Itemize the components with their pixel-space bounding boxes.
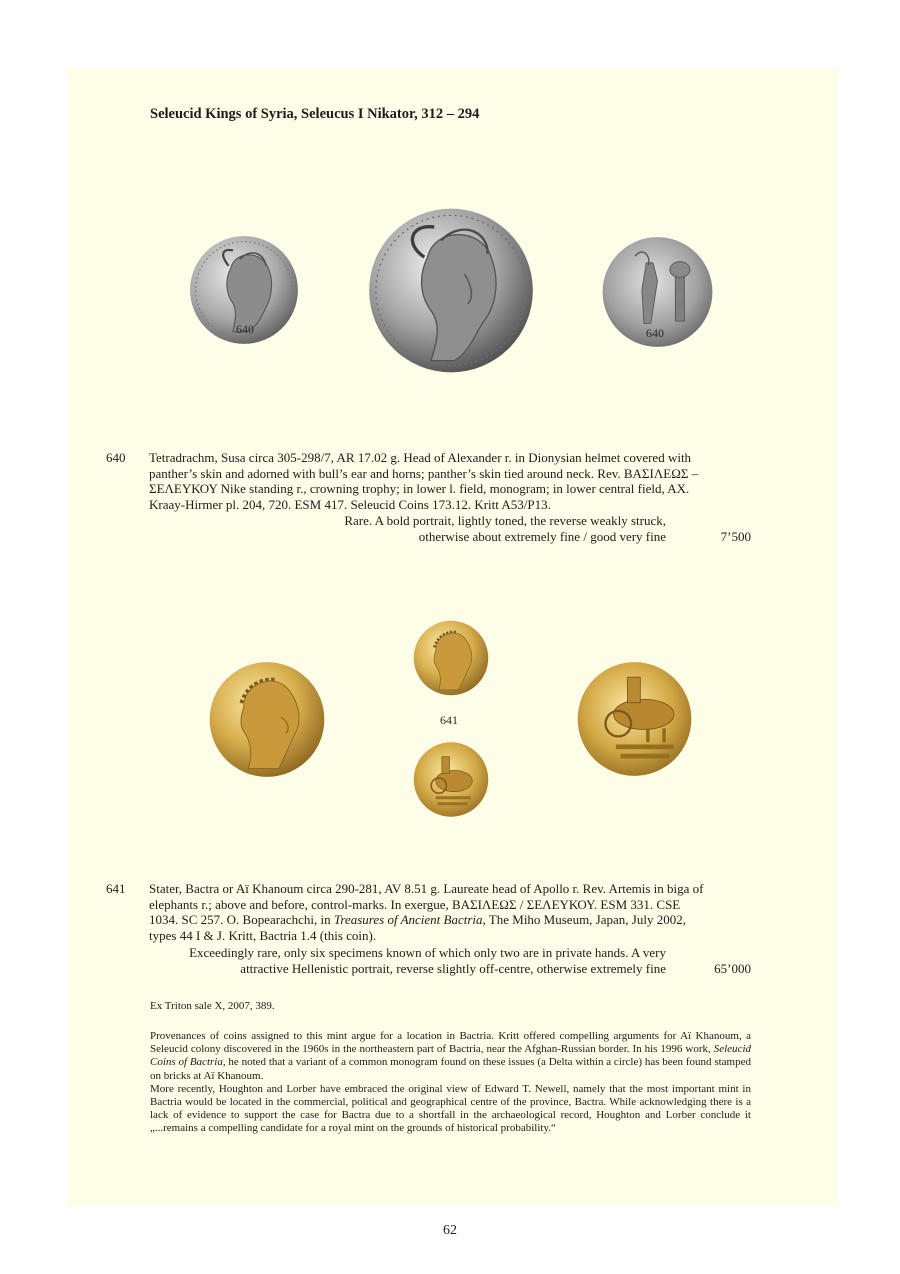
note-paragraph-2: More recently, Houghton and Lorber have embraced the original view of Edward T. Newell, namely that the most important mint in Bactria would be located in the commercial, political and geographical centre of the province, Bactra. While acknowledging there is a lack of evidence to support the case for Bactra due to a shortfall in the archaeological record, Houghton and Lorber conclude it „...remains a compelling candidate for a royal mint on the grounds of historical probability.“ [150, 1082, 751, 1135]
page-number: 62 [443, 1223, 457, 1238]
lot-640-line: Kraay-Hirmer pl. 204, 720. ESM 417. Seleucid Coins 173.12. Kritt A53/P13. [149, 496, 551, 512]
lot-641-line: elephants r.; above and before, control-marks. In exergue, ΒΑΣΙΛΕΩΣ / ΣΕΛΕΥΚΟΥ. ESM 331. CSE [149, 896, 681, 912]
lot-641-condition-2: attractive Hellenistic portrait, reverse slightly off-centre, otherwise extremely fine [240, 961, 666, 976]
note-paragraph-1 [150, 1030, 751, 1083]
lot-640-estimate: 7’500 [720, 529, 751, 544]
lot-641-provenance: Ex Triton sale X, 2007, 389. [150, 1000, 275, 1012]
lot-640-description [149, 450, 751, 512]
lot-641-note [150, 1030, 751, 1136]
coin-640-obverse-large [365, 207, 537, 374]
lot-640-condition-2: otherwise about extremely fine / good very fine [418, 529, 666, 544]
lot-640-number: 640 [106, 450, 126, 465]
note-text: , he noted that a variant of a common monogram found on these issues (a Delta within a circle) has been found stamped on bricks at Aï Khanoum. [150, 1056, 751, 1082]
note-book-title: Seleucid Coins of Bactria [150, 1043, 751, 1069]
coin-641-obverse-small [413, 620, 489, 696]
lot-641-estimate: 65’000 [714, 961, 751, 976]
page-heading: Seleucid Kings of Syria, Seleucus I Nikator, 312 – 294 [150, 106, 480, 122]
coin-641-image-label: 641 [440, 713, 458, 727]
coin-640-image-label-right: 640 [646, 326, 664, 340]
lot-641-condition-1: Exceedingly rare, only six specimens known of which only two are in private hands. A very [189, 945, 666, 960]
lot-640-line: Tetradrachm, Susa circa 305-298/7, AR 17.02 g. Head of Alexander r. in Dionysian helmet covered with [149, 450, 692, 465]
lot-641-line-part: 1034. SC 257. O. Bopearachchi, in [149, 912, 334, 928]
lot-641-line: types 44 I & J. Kritt, Bactria 1.4 (this coin). [149, 927, 377, 943]
coin-641-reverse-small [413, 741, 489, 818]
book-title: Treasures of Ancient Bactria [333, 912, 483, 928]
lot-641-number: 641 [106, 881, 126, 896]
note-text: Provenances of coins assigned to this mint argue for a location in Bactria. Kritt offered compelling arguments for Aï Khanoum, a Seleucid colony discovered in the 1960s in the northeastern part of Bactria, near the Afghan-Russian border. In his 1996 work, [150, 1030, 751, 1056]
lot-641-line: Stater, Bactra or Aï Khanoum circa 290-281, AV 8.51 g. Laureate head of Apollo r. Rev. Artemis in biga of [149, 881, 704, 896]
coin-640-image-label-left: 640 [236, 322, 254, 336]
lot-640-condition-1: Rare. A bold portrait, lightly toned, the reverse weakly struck, [344, 513, 666, 528]
lot-641-description [149, 881, 751, 943]
lot-640-line: ΣΕΛΕΥΚΟΥ Nike standing r., crowning trophy; in lower l. field, monogram; in lower central field, AX. [149, 481, 690, 497]
lot-640-line: panther’s skin and adorned with bull’s ear and horns; panther’s skin tied around neck. Rev. ΒΑΣΙΛΕΩΣ – [149, 465, 699, 481]
coin-641-reverse-large [575, 661, 694, 777]
coin-641-obverse-large [208, 661, 326, 778]
lot-641-line-part: , The Miho Museum, Japan, July 2002, [482, 912, 686, 928]
lot-641-line [149, 912, 751, 928]
